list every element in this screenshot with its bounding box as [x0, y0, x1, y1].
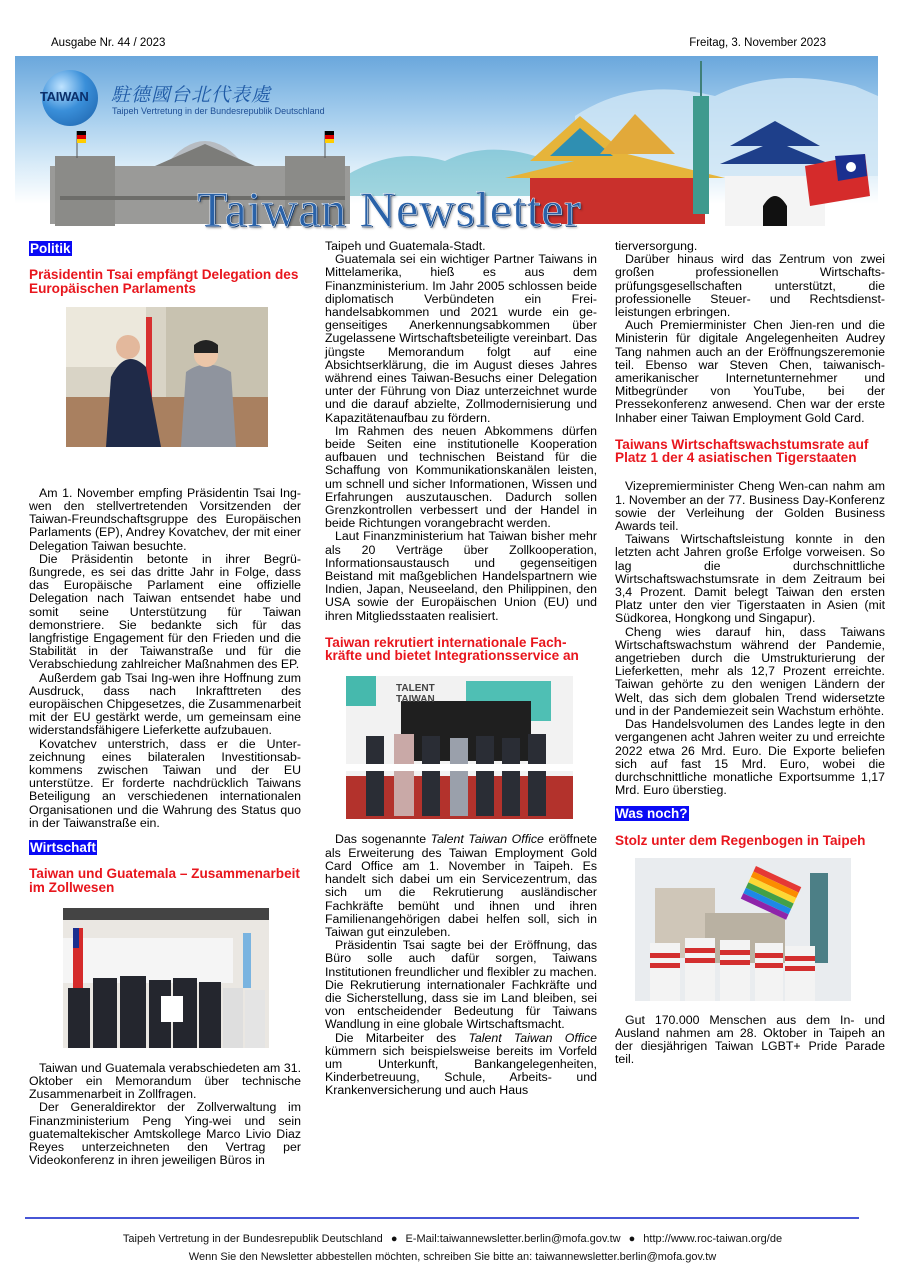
office-name: Talent Taiwan Office: [430, 832, 544, 847]
section-label-politik: Politik: [30, 241, 71, 256]
issue-number: Ausgabe Nr. 44 / 2023: [51, 37, 166, 49]
bullet-icon: ●: [628, 1233, 636, 1245]
newsletter-banner: [15, 56, 878, 236]
paragraph: Die Präsidentin betonte in ihrer Begrüßungrede, es sei das dritte Jahr in Folge, dass das Europäische Parlament eine offizielle Delegation nach Taiwan entsendet habe und somit seine Unterstützung für Taiwan demonstriere. Sie bedankte sich für das langfristige Engagement für den Frieden und die Stabilität in der Taiwanstraße und für die Verabschiedung zahlreicher Maßnahmen des EP.: [29, 551, 301, 672]
paragraph: Außerdem gab Tsai Ing-wen ihre Hoffnung zum Ausdruck, dass nach Inkrafttreten des europäischen Chipgesetzes, die Zusammenarbeit mit der EU gestärkt werde, um gemeinsam eine widerstandsfähigere Lieferkette aufzubauen.: [29, 670, 301, 738]
paragraph: Laut Finanzministerium hat Taiwan bisher mehr als 20 Verträge über Zollkooperation, Informationsaustausch und gegenseitigen Beistand mit maßgeblichen Handelspartnern wie Indien, Japan, Neuseeland, den Philippinen, den USA sowie der Europäischen Union (EU) und ihren Mitgliedsstaaten realisiert.: [325, 529, 597, 623]
paragraph: Präsidentin Tsai sagte bei der Eröffnung, das Büro solle auch dafür sorgen, Taiwans Institutionen freundlicher und flexibler zu machen. Die Rekrutierung internationaler Fachkräfte und die Sicherstellung, dass sie im Land bleiben, sei von entscheidender Bedeutung für Taiwans Wandlung in eine globale Wirtschaftsmacht.: [325, 938, 597, 1032]
paragraph: Guatemala sei ein wichtiger Partner Taiwans in Mittelamerika, hieß es aus dem Finanzministerium. Im Jahr 2005 schlossen beide diplomatisch Verbündeten ein Freihandelsabkommen und 2021 wurde ein gegenseitiges Anerkennungsabkommen über Zugelassene Wirtschaftsbeteiligte vereinbart. Das jüngste Memorandum folgt auf eine Absichtserklärung, die im August dieses Jahres während eines Taiwan-Besuchs einer Delegation unter der Führung von Diaz unterzeichnet wurde und die darauf abzielte, Zollmodernisierung und Kapazitätenaufbau zu fördern.: [325, 252, 597, 425]
logo-chinese-name: 駐德國台北代表處: [111, 84, 272, 106]
paragraph: Das Handelsvolumen des Landes legte in den vergangenen acht Jahren weiter zu und erreichte 2022 etwa 26 Mrd. Euro. Die Exporte beliefen sich auf fast 15 Mrd. Euro, wobei die durchschnittliche monatliche Exportsumme 1,17 Mrd. Euro überstieg.: [615, 717, 885, 798]
logo-subtitle: Taipeh Vertretung in der Bundesrepublik Deutschland: [112, 106, 325, 116]
paragraph: Der Generaldirektor der Zollverwaltung im Finanzministerium Peng Ying-wei und sein guatemaltekischer Amtskollege Marco Livio Diaz Reyes unterzeichneten den Vertrag per Videokonferenz in ihren jeweiligen Büros in: [29, 1100, 301, 1168]
paragraph: Auch Premierminister Chen Jien-ren und die Ministerin für digitale Angelegenheiten Audrey Tang nahmen auch an der Eröffnungszeremonie teil. Ebenso war Steven Chen, taiwanisch-amerikanischer Internetunternehmer und Mitbegründer von YouTube, bei der Pressekonferenz anwesend. Chen war der erste Inhaber einer Taiwan Employment Gold Card.: [615, 318, 885, 425]
footer-org: Taipeh Vertretung in der Bundesrepublik Deutschland: [122, 1233, 383, 1245]
column-1: [29, 240, 301, 1168]
headline-guatemala: Taiwan und Guatemala – Zusammenarbeit im Zollwesen: [29, 866, 300, 895]
column-2: [325, 240, 597, 1098]
paragraph: Kovatchev unterstrich, dass er die Unterzeichnung eines bilateralen Investitionsabkommens zwischen Taiwan und der EU unterstütze. Er forderte nachdrücklich Taiwans Beteiligung an verschiedenen internationalen Organisationen und die Wahrung des Status quo in der Taiwanstraße ein.: [29, 736, 301, 830]
paragraph: Gut 170.000 Menschen aus dem In- und Ausland nahmen am 28. Oktober in Taipeh an der diesjährigen Taiwan LGBT+ Pride Parade teil.: [615, 1012, 885, 1067]
paragraph: Im Rahmen des neuen Abkommens dürfen beide Seiten eine institutionelle Kooperation aufbauen und technischen Beistand für die Schaffung von Kommunikationskanälen leisten, um schnell und sicher Informationen, Wissen und Erfahrungen auszutauschen. Dadurch sollen Grenzkontrollen verbessert und der Handel in beide Richtungen vorangebracht werden.: [325, 423, 597, 531]
newsletter-title: Taiwan Newsletter: [197, 181, 582, 236]
paragraph: Cheng wies darauf hin, dass Taiwans Wirtschaftswachstum während der Pandemie, angetrieben durch die Umstrukturierung der Lieferketten, mehr als 12,7 Prozent erreichte. Taiwan gehörte zu den wenigen Ländern der Welt, das sich dem globalen Trend widersetzte und in der Pandemiezeit sein Wachstum erhöhte.: [615, 624, 885, 718]
column-3: [615, 240, 885, 1067]
headline-growth: Taiwans Wirtschaftswachstumsrate auf Platz 1 der 4 asiatischen Tigerstaaten: [615, 436, 869, 466]
paragraph: Taiwans Wirtschaftsleistung konnte in den letzten acht Jahren große Erfolge vorweisen. So lag die durchschnittliche Wirtschaftswachstumsrate in dem Zeitraum bei 3,4 Prozent. Damit belegt Taiwan den ersten Platz unter den vier Tigerstaaten in Asien (mit Südkorea, Hongkong und Singapur).: [615, 532, 885, 626]
paragraph-continued: Taipeh und Guatemala-Stadt.: [325, 239, 486, 253]
photo-guatemala-signing: [63, 908, 269, 1048]
photo-pride-parade: [635, 858, 851, 1001]
footer-website-link[interactable]: http://www.roc-taiwan.org/de: [643, 1233, 783, 1245]
paragraph: Das sogenannte Talent Taiwan Office eröffnete als Erweiterung des Taiwan Employment Gold Card Office am 1. November in Taipeh. Es handelt sich dabei um ein Servicezentrum, das sich um die Rekrutierung ausländischer Fachkräfte bemüht und ihnen und ihren Familienangehörigen dabei helfen soll, sich in Taiwan gut einzuleben.: [325, 832, 597, 939]
footer-contact: [0, 1233, 905, 1245]
bullet-icon: ●: [390, 1233, 398, 1245]
headline-talent: Taiwan rekrutiert internationale Fachkräfte und bietet Integrationsservice an: [325, 634, 579, 664]
paragraph: Die Mitarbeiter des Talent Taiwan Office kümmern sich beispielsweise bereits im Vorfeld um Unterkunft, Bankangelegenheiten, Kinderbetreuung, Schule, Arbeits- und Krankenversicherung und auch Haus: [325, 1030, 597, 1098]
paragraph: Am 1. November empfing Präsidentin Tsai Ing-wen den stellvertretenden Vorsitzenden der Taiwan-Freundschaftsgruppe des Europäischen Parlaments (EP), Andrey Kovatchev, der mit einer Delegation Taiwan besuchte.: [29, 485, 301, 553]
headline-tsai: Präsidentin Tsai empfängt Delegation des Europäischen Parlaments: [29, 267, 299, 296]
footer-email-link[interactable]: E-Mail:taiwannewsletter.berlin@mofa.gov.tw: [405, 1233, 621, 1245]
talent-taiwan-sign: TALENT TAIWAN: [396, 682, 435, 705]
issue-date: Freitag, 3. November 2023: [689, 37, 826, 49]
footer-unsubscribe: Wenn Sie den Newsletter abbestellen möchten, schreiben Sie bitte an: taiwannewsletter.berlin@mofa.gov.tw: [188, 1251, 717, 1263]
paragraph: Darüber hinaus wird das Zentrum von zwei großen professionellen Wirtschaftsprüfungsgesellschaften unterstützt, die professionelle Steuer- und Rechtsdienstleistungen erbringen.: [615, 252, 885, 320]
footer-rule: [25, 1217, 859, 1219]
paragraph-continued: tierversorgung.: [615, 239, 698, 253]
paragraph: Vizepremierminister Cheng Wen-can nahm am 1. November an der 77. Business Day-Konferenz sowie der Verleihung der Golden Business Awards teil.: [615, 479, 885, 534]
office-name: Talent Taiwan Office: [468, 1030, 597, 1045]
photo-talent-taiwan-opening: [346, 676, 573, 819]
paragraph: Taiwan und Guatemala verabschiedeten am 31. Oktober ein Memorandum über technische Zusammenarbeit in Zollfragen.: [29, 1060, 301, 1102]
section-label-wirtschaft: Wirtschaft: [30, 840, 96, 856]
section-label-was-noch: Was noch?: [616, 806, 688, 822]
taipei-101-tower: [693, 61, 709, 214]
photo-tsai-delegation: [66, 307, 268, 447]
logo-wordmark: TAIWAN: [40, 89, 89, 104]
headline-pride: Stolz unter dem Regenbogen in Taipeh: [615, 832, 866, 848]
